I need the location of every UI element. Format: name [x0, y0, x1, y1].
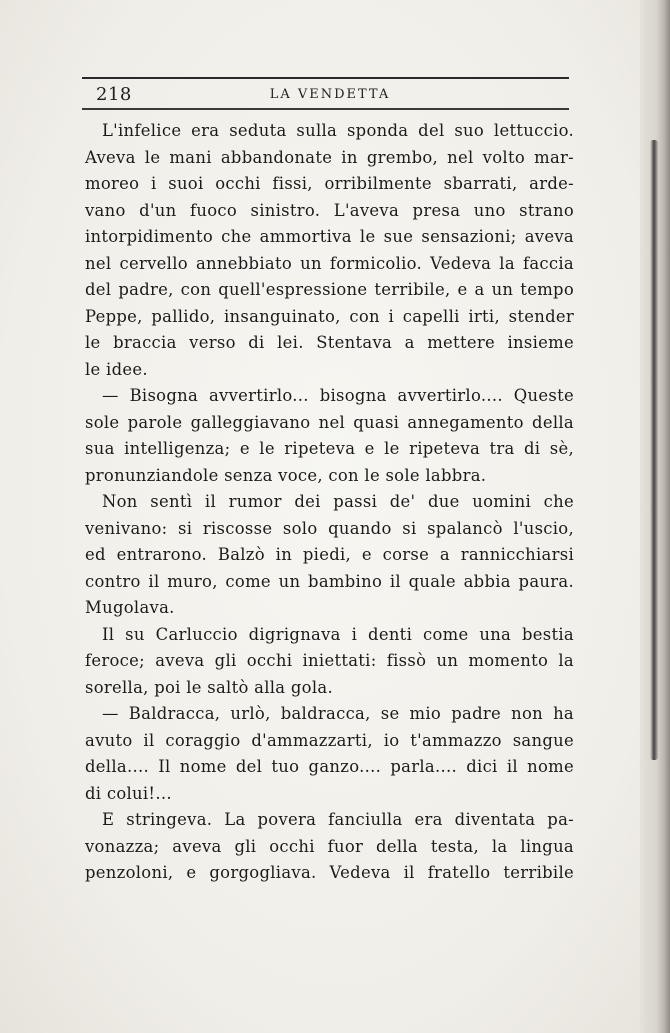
- text-line: vonazza; aveva gli occhi fuor della testa, la lingua: [85, 836, 574, 856]
- text-line: le idee.: [85, 359, 148, 379]
- running-head: LA VENDETTA: [269, 87, 391, 102]
- text-line: Non sentì il rumor dei passi de' due uomini che: [102, 492, 574, 511]
- text-line: le braccia verso di lei. Stentava a mettere insieme: [85, 333, 574, 352]
- text-line: penzoloni, e gorgogliava. Vedeva il fratello terribile: [85, 863, 574, 882]
- text-line: nel cervello annebbiato un formicolio. Vedeva la faccia: [85, 253, 574, 273]
- text-line: moreo i suoi occhi fissi, orribilmente sbarrati, arde-: [85, 174, 574, 193]
- text-line: venivano: si riscosse solo quando si spalancò l'uscio,: [85, 518, 574, 538]
- text-line: di colui!...: [85, 783, 172, 803]
- text-line: L'infelice era seduta sulla sponda del suo lettuccio.: [102, 121, 574, 140]
- text-line: sorella, poi le saltò alla gola.: [85, 677, 333, 697]
- text-line: della.... Il nome del tuo ganzo.... parla.... dici il nome: [85, 757, 574, 776]
- text-line: Il su Carluccio digrignava i denti come una bestia: [102, 624, 574, 644]
- body-text: [85, 118, 574, 887]
- text-line: pronunziandole senza voce, con le sole labbra.: [85, 465, 487, 485]
- text-line: E stringeva. La povera fanciulla era diventata pa-: [102, 810, 574, 829]
- page-number: 218: [96, 84, 132, 105]
- text-line: avuto il coraggio d'ammazzarti, io t'ammazzo sangue: [85, 730, 574, 750]
- text-line: — Baldracca, urlò, baldracca, se mio padre non ha: [102, 704, 574, 723]
- text-line: Peppe, pallido, insanguinato, con i capelli irti, stender: [85, 306, 574, 326]
- text-line: Mugolava.: [85, 598, 175, 617]
- text-line: vano d'un fuoco sinistro. L'aveva presa uno strano: [85, 200, 574, 220]
- text-line: sole parole galleggiavano nel quasi annegamento della: [85, 412, 574, 432]
- header-rule-bottom: [82, 108, 569, 110]
- binding-shadow: [650, 140, 658, 760]
- text-line: del padre, con quell'espressione terribile, e a un tempo: [85, 280, 574, 299]
- header-rule-top: [82, 77, 569, 79]
- text-line: feroce; aveva gli occhi iniettati: fissò un momento la: [85, 651, 574, 670]
- text-line: Aveva le mani abbandonate in grembo, nel volto mar-: [85, 147, 574, 167]
- text-line: contro il muro, come un bambino il quale abbia paura.: [85, 571, 574, 591]
- text-line: ed entrarono. Balzò in piedi, e corse a rannicchiarsi: [85, 545, 574, 564]
- text-line: intorpidimento che ammortiva le sue sensazioni; aveva: [85, 227, 574, 246]
- text-line: — Bisogna avvertirlo... bisogna avvertirlo.... Queste: [102, 386, 574, 405]
- text-line: sua intelligenza; e le ripeteva e le ripeteva tra di sè,: [85, 439, 574, 458]
